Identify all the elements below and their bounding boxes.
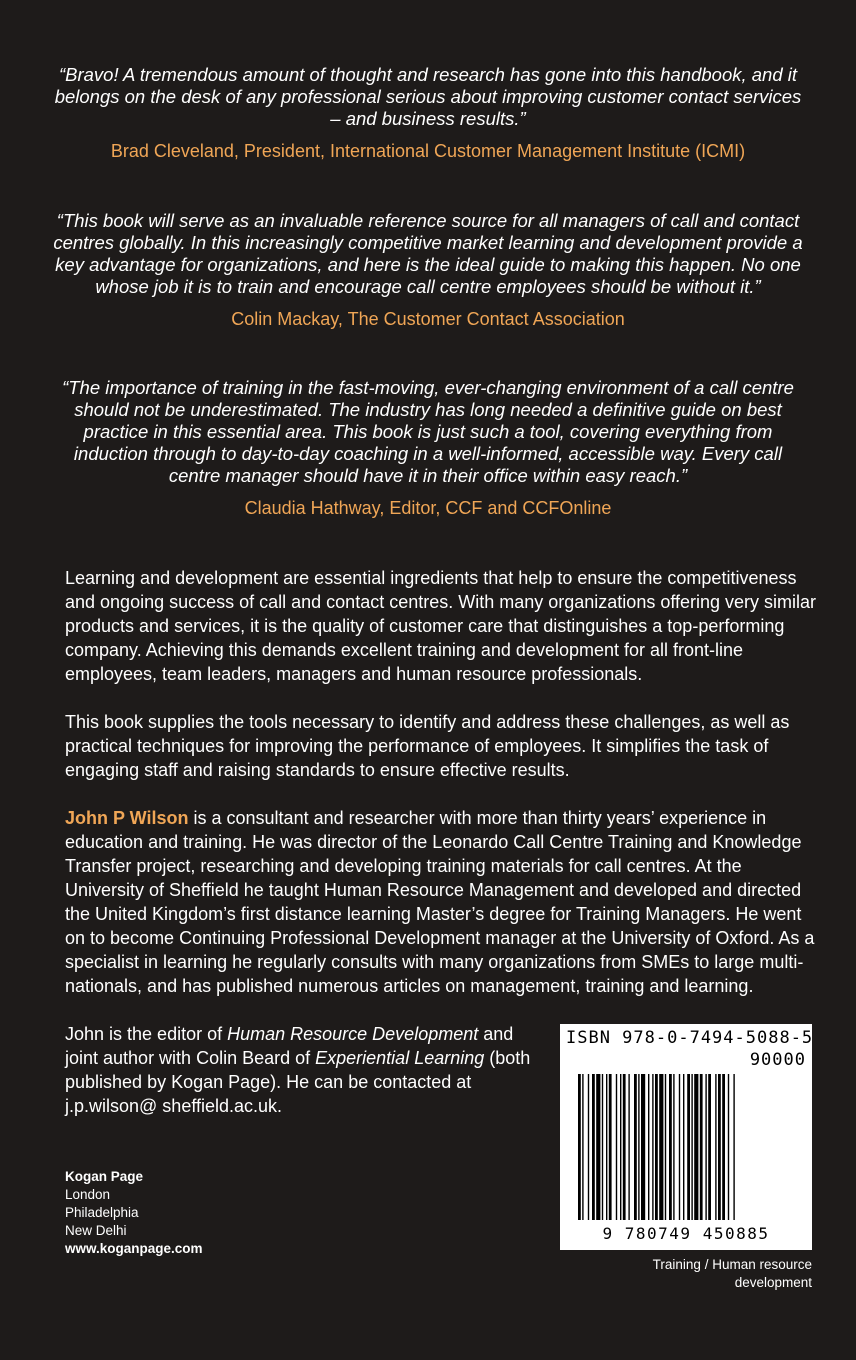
isbn-barcode-box <box>560 1024 812 1250</box>
contact-text-start: John is the editor of <box>65 1024 228 1044</box>
author-bio-text: is a consultant and researcher with more than thirty years’ experience in education and training. He was director of the Leonardo Call Centre Training and Knowledge Transfer project, researching and developing training materials for call centres. At the University of Sheffield he taught Human Resource Management and developed and directed the United Kingdom’s first distance learning Master’s degree for Training Managers. He went on to become Continuing Professional Development manager at the University of Oxford. As a specialist in learning he regularly consults with many organizations from SMEs to large multi-nationals, and has published numerous articles on management, training and learning. <box>65 808 815 996</box>
quote-text: “The importance of training in the fast-moving, ever-changing environment of a call centre should not be underestimated. The industry has long needed a definitive guide on best practice in this essential area. This book is just such a tool, covering everything from induction through to day-to-day coaching in a well-informed, accessible way. Every call centre manager should have it in their office within easy reach.” <box>62 377 794 486</box>
publisher-city: New Delhi <box>65 1223 127 1238</box>
author-bio <box>65 806 825 998</box>
quote-text: “Bravo! A tremendous amount of thought and research has gone into this handbook, and it belongs on the desk of any professional serious about improving customer contact services – and business results.” <box>54 64 802 129</box>
price-code: 90000 <box>749 1050 806 1070</box>
review-quote-3 <box>52 377 804 519</box>
author-contact-paragraph <box>65 1022 535 1118</box>
publisher-block <box>65 1168 203 1258</box>
description-paragraph-2: This book supplies the tools necessary to identify and address these challenges, as well as practical techniques for improving the performance of employees. It simplifies the task of engaging staff and raising standards to ensure effective results. <box>65 712 790 780</box>
category-line: Training / Human resource <box>652 1257 812 1272</box>
quote-attribution: Claudia Hathway, Editor, CCF and CCFOnline <box>244 498 612 518</box>
contact-text-end: (both published by Kogan Page). He can be contacted at j.p.wilson@ sheffield.ac.uk. <box>65 1048 531 1116</box>
review-quote-1 <box>52 64 804 162</box>
quote-text: “This book will serve as an invaluable reference source for all managers of call and contact centres globally. In this increasingly competitive market learning and development provide a key advantage for organizations, and here is the ideal guide to making this happen. No one whose job it is to train and encourage call centre employees should be without it.” <box>53 210 803 297</box>
description-paragraph-1: Learning and development are essential ingredients that help to ensure the competitiveness and ongoing success of call and contact centres. With many organizations offering very similar products and services, it is the quality of customer care that distinguishes a top-performing company. Achieving this demands excellent training and development for all front-line employees, team leaders, managers and human resource professionals. <box>65 568 817 684</box>
contact-text-mid: and joint author with Colin Beard of <box>65 1024 514 1068</box>
book-title-hrd: Human Resource Development <box>227 1024 479 1044</box>
subject-category <box>600 1256 812 1292</box>
isbn-text: ISBN 978-0-7494-5088-5 <box>566 1028 814 1048</box>
quote-attribution: Brad Cleveland, President, International Customer Management Institute (ICMI) <box>110 141 746 161</box>
category-line: development <box>734 1275 812 1290</box>
book-title-experiential: Experiential Learning <box>315 1048 485 1068</box>
barcode-digits: 9 780749 450885 <box>602 1224 770 1243</box>
review-quote-2 <box>52 210 804 330</box>
quote-attribution: Colin Mackay, The Customer Contact Association <box>231 309 625 329</box>
barcode-icon <box>578 1074 794 1224</box>
publisher-name: Kogan Page <box>65 1169 144 1184</box>
publisher-url[interactable]: www.koganpage.com <box>65 1241 203 1256</box>
publisher-city: London <box>65 1187 111 1202</box>
publisher-city: Philadelphia <box>65 1205 139 1220</box>
author-name: John P Wilson <box>65 808 189 828</box>
